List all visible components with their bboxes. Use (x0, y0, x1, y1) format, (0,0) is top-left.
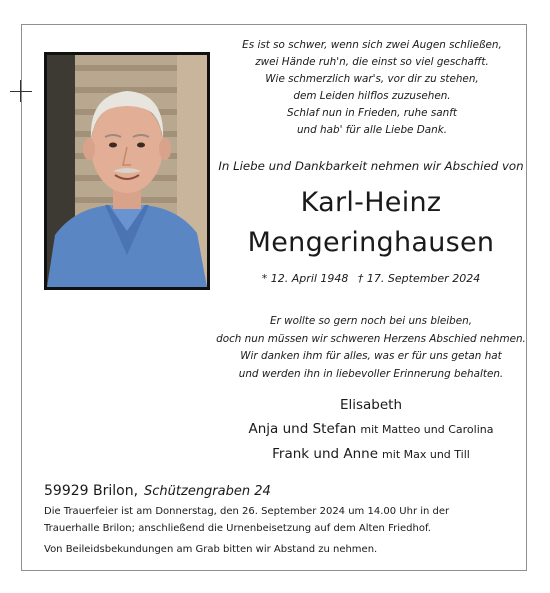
life-dates (215, 272, 527, 285)
verse-line: Wir danken ihm für alles, was er für uns getan hat (240, 350, 502, 362)
family-entry (210, 394, 532, 413)
farewell-verse (210, 313, 532, 383)
family-name: Elisabeth (339, 397, 403, 413)
poem-line: Schlaf nun in Frieden, ruhe sanft (287, 107, 457, 119)
portrait-photo (44, 52, 210, 290)
family-name: Frank und Anne (272, 446, 379, 462)
address-street: Schützengraben 24 (144, 484, 271, 499)
verse-line: Er wollte so gern noch bei uns bleiben, (269, 315, 472, 327)
farewell-intro: In Liebe und Dankbarkeit nehmen wir Abschied von (218, 159, 524, 173)
family-entry (210, 443, 532, 462)
notes-line: Von Beileidsbekundungen am Grab bitten wir Abstand zu nehmen. (44, 544, 378, 555)
verse-line: doch nun müssen wir schweren Herzens Abschied nehmen. (216, 332, 526, 345)
deceased-last-name: Mengeringhausen (247, 227, 495, 258)
poem-line: und hab' für alle Liebe Dank. (296, 124, 448, 136)
birth-date: * 12. April 1948 (261, 272, 349, 285)
family-name: Anja und Stefan (248, 421, 357, 437)
address-city: 59929 Brilon, (44, 483, 139, 499)
notes-line: Die Trauerfeier ist am Donnerstag, den 26. September 2024 um 14.00 Uhr in der (44, 506, 450, 517)
poem-line: zwei Hände ruh'n, die einst so viel geschafft. (255, 56, 489, 68)
verse-line: und werden ihn in liebevoller Erinnerung behalten. (238, 367, 504, 380)
funeral-notes (44, 503, 514, 558)
family-children: mit Max und Till (382, 448, 470, 461)
mourner-address (44, 480, 271, 499)
cross-icon-bar (10, 91, 32, 92)
death-date: † 17. September 2024 (357, 272, 481, 285)
poem-line: Wie schmerzlich war's, vor dir zu stehen, (265, 73, 479, 85)
notes-line: Trauerhalle Brilon; anschließend die Urnenbeisetzung auf dem Alten Friedhof. (44, 523, 431, 534)
poem (222, 37, 522, 139)
family-children: mit Matteo und Carolina (360, 423, 494, 436)
portrait-illustration (47, 55, 207, 287)
family-entry (210, 418, 532, 437)
poem-line: dem Leiden hilflos zuzusehen. (293, 90, 451, 102)
poem-line: Es ist so schwer, wenn sich zwei Augen schließen, (242, 39, 502, 51)
deceased-first-name: Karl-Heinz (300, 187, 442, 218)
